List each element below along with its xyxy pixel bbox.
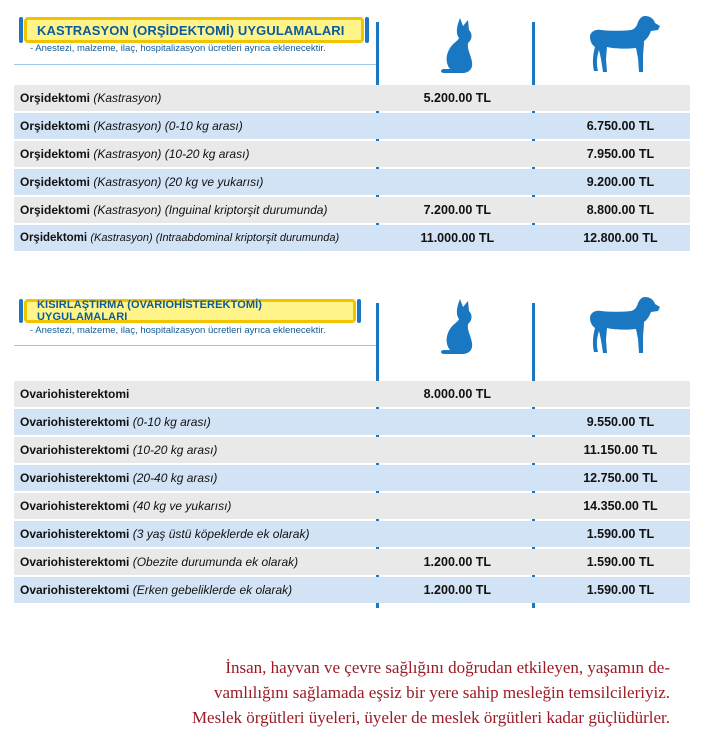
footer-line-3: Meslek örgütleri üyeleri, üyeler de meslek örgütleri kadar güçlüdürler. (191, 708, 670, 727)
footer-statement (40, 655, 670, 730)
dog-price: 12.800.00 TL (583, 231, 658, 245)
dog-price: 9.550.00 TL (586, 415, 655, 429)
cat-icon (434, 16, 484, 78)
dog-price: 8.800.00 TL (586, 203, 655, 217)
section-title (24, 17, 364, 43)
table-row: Orşidektomi (Kastrasyon) (Intraabdominal kriptorşit durumunda) 11.000.00 TL 12.800.00 TL (14, 225, 690, 251)
dog-price: 11.150.00 TL (583, 443, 658, 457)
dog-icon (587, 14, 661, 74)
table-row: Ovariohisterektomi (Obezite durumunda ek olarak) 1.200.00 TL 1.590.00 TL (14, 549, 690, 575)
table-row: Ovariohisterektomi (3 yaş üstü köpeklerde ek olarak) 1.590.00 TL (14, 521, 690, 547)
dog-price: 6.750.00 TL (586, 119, 655, 133)
table-row: Ovariohisterektomi (40 kg ve yukarısı) 14.350.00 TL (14, 493, 690, 519)
dog-price: 1.590.00 TL (586, 555, 655, 569)
dog-icon (587, 295, 661, 355)
dog-price: 14.350.00 TL (583, 499, 658, 513)
cat-price: 8.000.00 TL (423, 387, 492, 401)
cat-price: 11.000.00 TL (420, 231, 495, 245)
castration-section (14, 0, 690, 260)
cat-icon (434, 297, 484, 359)
table-row: Orşidektomi (Kastrasyon) (Inguinal kriptorşit durumunda) 7.200.00 TL 8.800.00 TL (14, 197, 690, 223)
footer-line-1: İnsan, hayvan ve çevre sağlığını doğrudan etkileyen, yaşamın de- (225, 658, 670, 677)
section-note: - Anestezi, malzeme, ilaç, hospitalizasyon ücretleri ayrıca eklenecektir. (30, 325, 326, 336)
section-title (24, 299, 356, 323)
table-row: Orşidektomi (Kastrasyon) 5.200.00 TL (14, 85, 690, 111)
table-row: Orşidektomi (Kastrasyon) (20 kg ve yukarısı) 9.200.00 TL (14, 169, 690, 195)
table-row: Ovariohisterektomi (Erken gebeliklerde ek olarak) 1.200.00 TL 1.590.00 TL (14, 577, 690, 603)
dog-price: 1.590.00 TL (586, 583, 655, 597)
table-row: Orşidektomi (Kastrasyon) (10-20 kg arası) 7.950.00 TL (14, 141, 690, 167)
cat-price: 7.200.00 TL (423, 203, 492, 217)
dog-price: 1.590.00 TL (586, 527, 655, 541)
section-note: - Anestezi, malzeme, ilaç, hospitalizasyon ücretleri ayrıca eklenecektir. (30, 43, 326, 54)
divider (14, 345, 376, 346)
table-row: Orşidektomi (Kastrasyon) (0-10 kg arası) 6.750.00 TL (14, 113, 690, 139)
table-row: Ovariohisterektomi (20-40 kg arası) 12.750.00 TL (14, 465, 690, 491)
cat-price: 5.200.00 TL (423, 91, 492, 105)
cat-price: 1.200.00 TL (423, 555, 492, 569)
dog-price: 9.200.00 TL (586, 175, 655, 189)
footer-line-2: vamlılığını sağlamada eşsiz bir yere sahip mesleğin temsilcileriyiz. (213, 683, 670, 702)
section-title-text: KISIRLAŞTIRMA (OVARIOHİSTEREKTOMİ) UYGULAMALARI (37, 299, 263, 323)
dog-price: 12.750.00 TL (583, 471, 658, 485)
cat-price: 1.200.00 TL (423, 583, 492, 597)
table-row: Ovariohisterektomi (10-20 kg arası) 11.150.00 TL (14, 437, 690, 463)
table-row: Ovariohisterektomi 8.000.00 TL (14, 381, 690, 407)
sterilization-section (14, 285, 690, 615)
section-title-text: KASTRASYON (ORŞİDEKTOMİ) UYGULAMALARI (37, 22, 345, 38)
table-row: Ovariohisterektomi (0-10 kg arası) 9.550.00 TL (14, 409, 690, 435)
dog-price: 7.950.00 TL (586, 147, 655, 161)
divider (14, 64, 376, 65)
